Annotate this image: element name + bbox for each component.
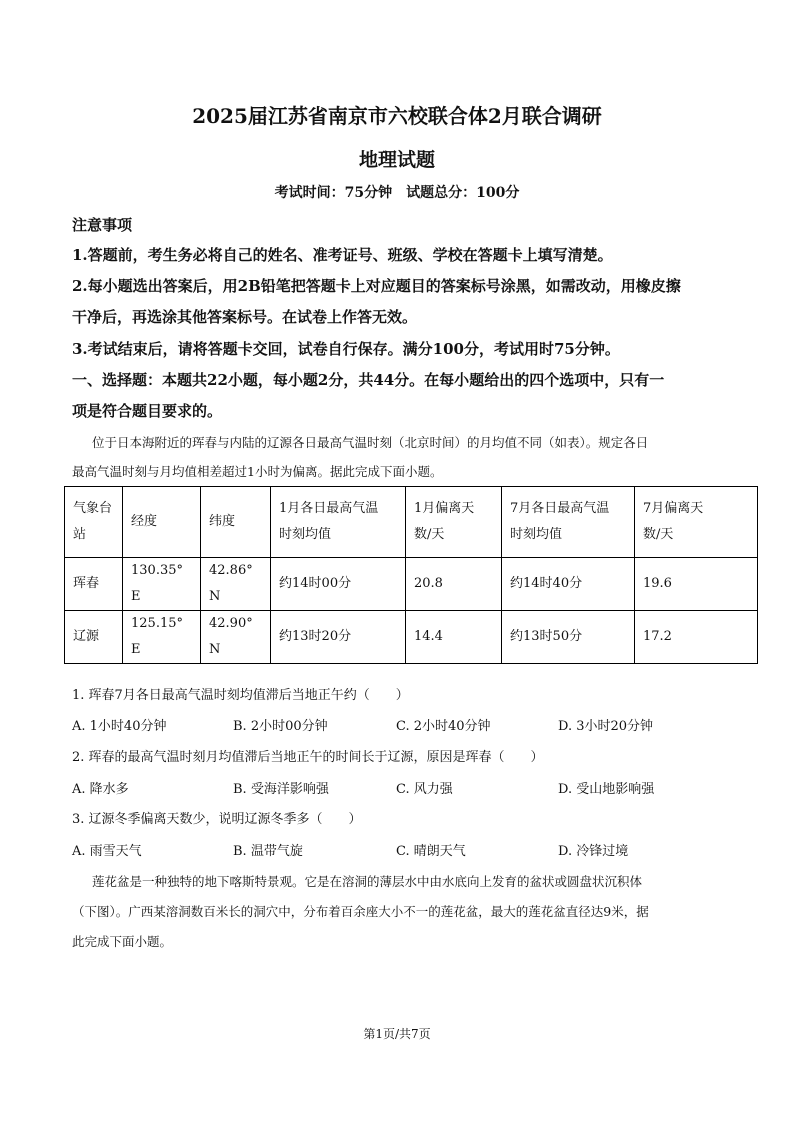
table-row (65, 611, 758, 664)
question-2-option-a[interactable]: A. 降水多 (72, 782, 129, 797)
climate-table (64, 486, 758, 664)
table-cell: 约14时40分 (502, 558, 635, 611)
notice-item-2-cont: 干净后，再选涂其他答案标号。在试卷上作答无效。 (72, 308, 418, 326)
table-cell: 19.6 (635, 558, 758, 611)
table-cell: 20.8 (406, 558, 502, 611)
question-1-option-d[interactable]: D. 3小时20分钟 (558, 719, 654, 734)
table-header-cell: 7月偏离天 数/天 (635, 487, 758, 558)
section-heading: 一、选择题：本题共22小题，每小题2分，共44分。在每小题给出的四个选项中，只有一 (72, 371, 665, 389)
table-cell: 17.2 (635, 611, 758, 664)
table-header-cell: 1月偏离天 数/天 (406, 487, 502, 558)
question-3-option-c[interactable]: C. 晴朗天气 (396, 844, 466, 859)
question-1-option-a[interactable]: A. 1小时40分钟 (72, 719, 167, 734)
question-1-option-c[interactable]: C. 2小时40分钟 (396, 719, 491, 734)
table-header-cell: 气象台 站 (65, 487, 123, 558)
page-number: 第1页/共7页 (363, 1027, 431, 1041)
table-cell: 42.90° N (201, 611, 271, 664)
table-cell: 约14时00分 (271, 558, 406, 611)
passage-2-line-3: 此完成下面小题。 (72, 934, 173, 949)
table-header-cell: 7月各日最高气温 时刻均值 (502, 487, 635, 558)
question-2-option-c[interactable]: C. 风力强 (396, 782, 453, 797)
passage-2-line-2: （下图）。广西某溶洞数百米长的洞穴中，分布着百余座大小不一的莲花盆，最大的莲花盆直径达9米，据 (72, 904, 649, 919)
section-heading-cont: 项是符合题目要求的。 (72, 402, 223, 420)
table-header-cell: 纬度 (201, 487, 271, 558)
question-3-option-d[interactable]: D. 冷锋过境 (558, 844, 629, 859)
passage-1-line-2: 最高气温时刻与月均值相差超过1小时为偏离。据此完成下面小题。 (72, 464, 443, 479)
question-3-option-a[interactable]: A. 雨雪天气 (72, 844, 142, 859)
subject-title: 地理试题 (358, 149, 435, 171)
question-2-option-d[interactable]: D. 受山地影响强 (558, 782, 655, 797)
passage-2-line-1: 莲花盆是一种独特的地下喀斯特景观。它是在溶洞的薄层水中由水底向上发育的盆状或圆盘状沉积体 (92, 874, 643, 889)
passage-1-line-1: 位于日本海附近的珲春与内陆的辽源各日最高气温时刻（北京时间）的月均值不同（如表）。规定各日 (92, 435, 649, 450)
table-header-cell: 1月各日最高气温 时刻均值 (271, 487, 406, 558)
table-row (65, 558, 758, 611)
table-cell: 130.35° E (123, 558, 201, 611)
question-1-stem: 1. 珲春7月各日最高气温时刻均值滞后当地正午约（ ） (72, 688, 409, 703)
question-3-option-b[interactable]: B. 温带气旋 (233, 844, 303, 859)
table-cell: 珲春 (65, 558, 123, 611)
question-2-stem: 2. 珲春的最高气温时刻月均值滞后当地正午的时间长于辽源，原因是珲春（ ） (72, 750, 544, 765)
table-cell: 约13时20分 (271, 611, 406, 664)
question-3-stem: 3. 辽源冬季偏离天数少，说明辽源冬季多（ ） (72, 812, 362, 827)
table-header-cell: 经度 (123, 487, 201, 558)
table-header-row (65, 487, 758, 558)
table-cell: 42.86° N (201, 558, 271, 611)
notice-heading: 注意事项 (72, 216, 133, 234)
table-cell: 14.4 (406, 611, 502, 664)
page-title: 2025届江苏省南京市六校联合体2月联合调研 (192, 104, 602, 128)
notice-item-2: 2.每小题选出答案后，用2B铅笔把答题卡上对应题目的答案标号涂黑，如需改动，用橡皮擦 (72, 277, 681, 295)
notice-item-3: 3.考试结束后，请将答题卡交回，试卷自行保存。满分100分，考试用时75分钟。 (72, 340, 620, 358)
notice-item-1: 1.答题前，考生务必将自己的姓名、准考证号、班级、学校在答题卡上填写清楚。 (72, 246, 613, 264)
table-cell: 辽源 (65, 611, 123, 664)
question-1-option-b[interactable]: B. 2小时00分钟 (233, 719, 328, 734)
table-cell: 约13时50分 (502, 611, 635, 664)
table-cell: 125.15° E (123, 611, 201, 664)
question-2-option-b[interactable]: B. 受海洋影响强 (233, 782, 329, 797)
exam-info: 考试时间：75分钟 试题总分：100分 (274, 185, 520, 201)
